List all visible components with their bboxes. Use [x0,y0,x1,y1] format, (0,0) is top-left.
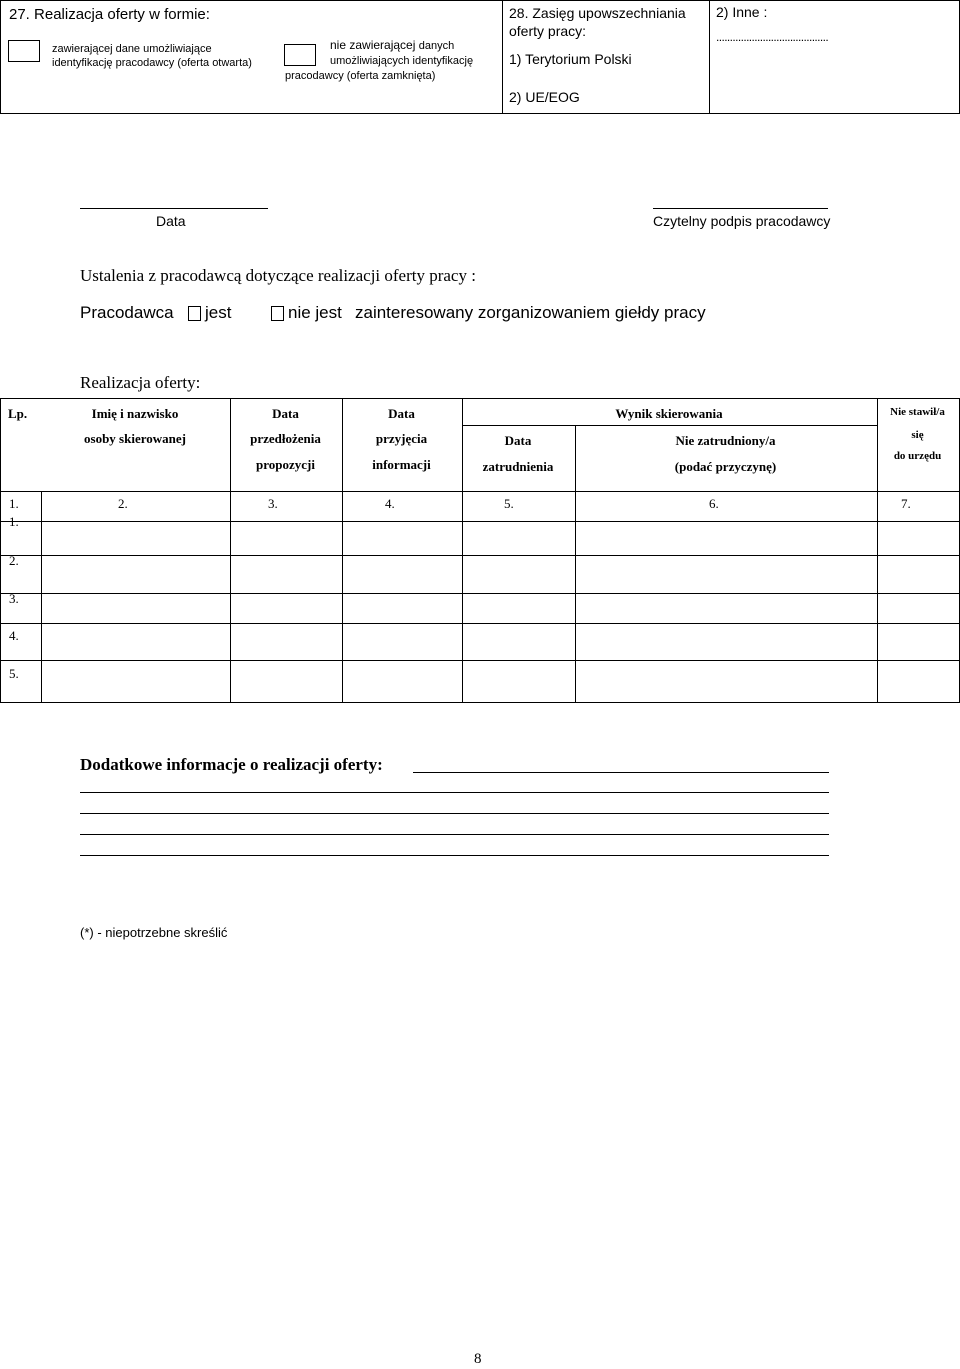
additional-info-line[interactable] [80,834,829,835]
header-employment-date: zatrudnienia [482,459,554,474]
page-number: 8 [474,1351,482,1367]
employer-label: Pracodawca [80,303,174,322]
row-divider [462,425,877,426]
scope-other-label: 2) Inne : [716,4,768,20]
section28-title: 28. Zasięg upowszechniania oferty pracy: [509,5,686,39]
scope-option-poland: 1) Terytorium Polski [509,51,632,67]
column-number: 1. [9,496,19,511]
arrangements-heading: Ustalenia z pracodawcą dotyczące realizacji oferty pracy : [80,266,476,285]
header-no-show: do urzędu [893,450,942,462]
column-number: 4. [385,496,395,511]
header-employment-date: Data [504,433,532,448]
table-row-number: 4. [9,628,19,643]
date-label: Data [156,213,186,229]
header-submission-date: przedłożenia [250,431,321,446]
column-number: 3. [268,496,278,511]
additional-info-heading: Dodatkowe informacje o realizacji oferty: [80,755,383,774]
offer-open-checkbox[interactable] [8,40,40,62]
is-not-checkbox[interactable] [271,306,284,321]
scope-option-eu: 2) UE/EOG [509,89,580,105]
is-checkbox[interactable] [188,306,201,321]
header-referral-result: Wynik skierowania [615,406,723,421]
header-lp: Lp. [8,406,28,421]
offer-closed-label-3: pracodawcy (oferta zamknięta) [285,70,436,82]
row-divider [1,398,959,399]
column-number: 2. [118,496,128,511]
column-number: 5. [504,496,514,511]
row-divider [1,521,959,522]
section27-title: 27. Realizacja oferty w formie: [9,6,210,23]
table-row-number: 3. [9,591,19,606]
additional-info-line[interactable] [80,813,829,814]
realization-heading: Realizacja oferty: [80,373,201,392]
signature-line[interactable] [653,208,828,209]
divider [709,1,710,113]
offer-closed-label-2: umożliwiających identyfikację [330,55,474,67]
offer-closed-text: nie zawierającej [330,38,416,52]
column-number: 7. [901,496,911,511]
header-submission-date: Data [272,406,299,421]
header-name: Imię i nazwisko [91,406,179,421]
signature-label: Czytelny podpis pracodawcy [653,213,831,229]
header-no-show: się [911,429,924,441]
header-acceptance-date: informacji [372,457,431,472]
divider [502,1,503,113]
additional-info-line[interactable] [413,772,829,773]
table-row-number: 2. [9,553,19,568]
row-divider [1,593,959,594]
col-divider [877,398,878,702]
row-divider [1,555,959,556]
row-divider [1,623,959,624]
header-submission-date: propozycji [256,457,315,472]
is-label: jest [205,303,232,322]
header-not-employed: (podać przyczynę) [674,459,777,474]
offer-closed-text: danych [418,40,455,52]
header-acceptance-date: Data [388,406,415,421]
row-divider [1,491,959,492]
header-not-employed: Nie zatrudniony/a [675,433,776,448]
employer-interest-line [80,303,174,323]
additional-info-line[interactable] [80,855,829,856]
footnote: (*) - niepotrzebne skreślić [80,925,228,940]
scope-other-field[interactable]: ......................................... [716,30,829,44]
is-not-label: nie jest [288,303,342,322]
date-line[interactable] [80,208,268,209]
offer-closed-label-1 [330,38,454,53]
header-acceptance-date: przyjęcia [375,431,428,446]
offer-open-label: zawierającej dane umożliwiające identyfikację pracodawcy (oferta otwarta) [52,43,252,69]
table-row-number: 5. [9,666,19,681]
row-divider [1,660,959,661]
header-name: osoby skierowanej [84,431,186,446]
table-row-number: 1. [9,514,19,529]
offer-closed-checkbox[interactable] [284,44,316,66]
column-number: 6. [709,496,719,511]
col-divider [41,491,42,702]
job-fair-text: zainteresowany zorganizowaniem giełdy pracy [355,303,706,322]
additional-info-line[interactable] [80,792,829,793]
header-no-show: Nie stawił/a [890,406,945,418]
